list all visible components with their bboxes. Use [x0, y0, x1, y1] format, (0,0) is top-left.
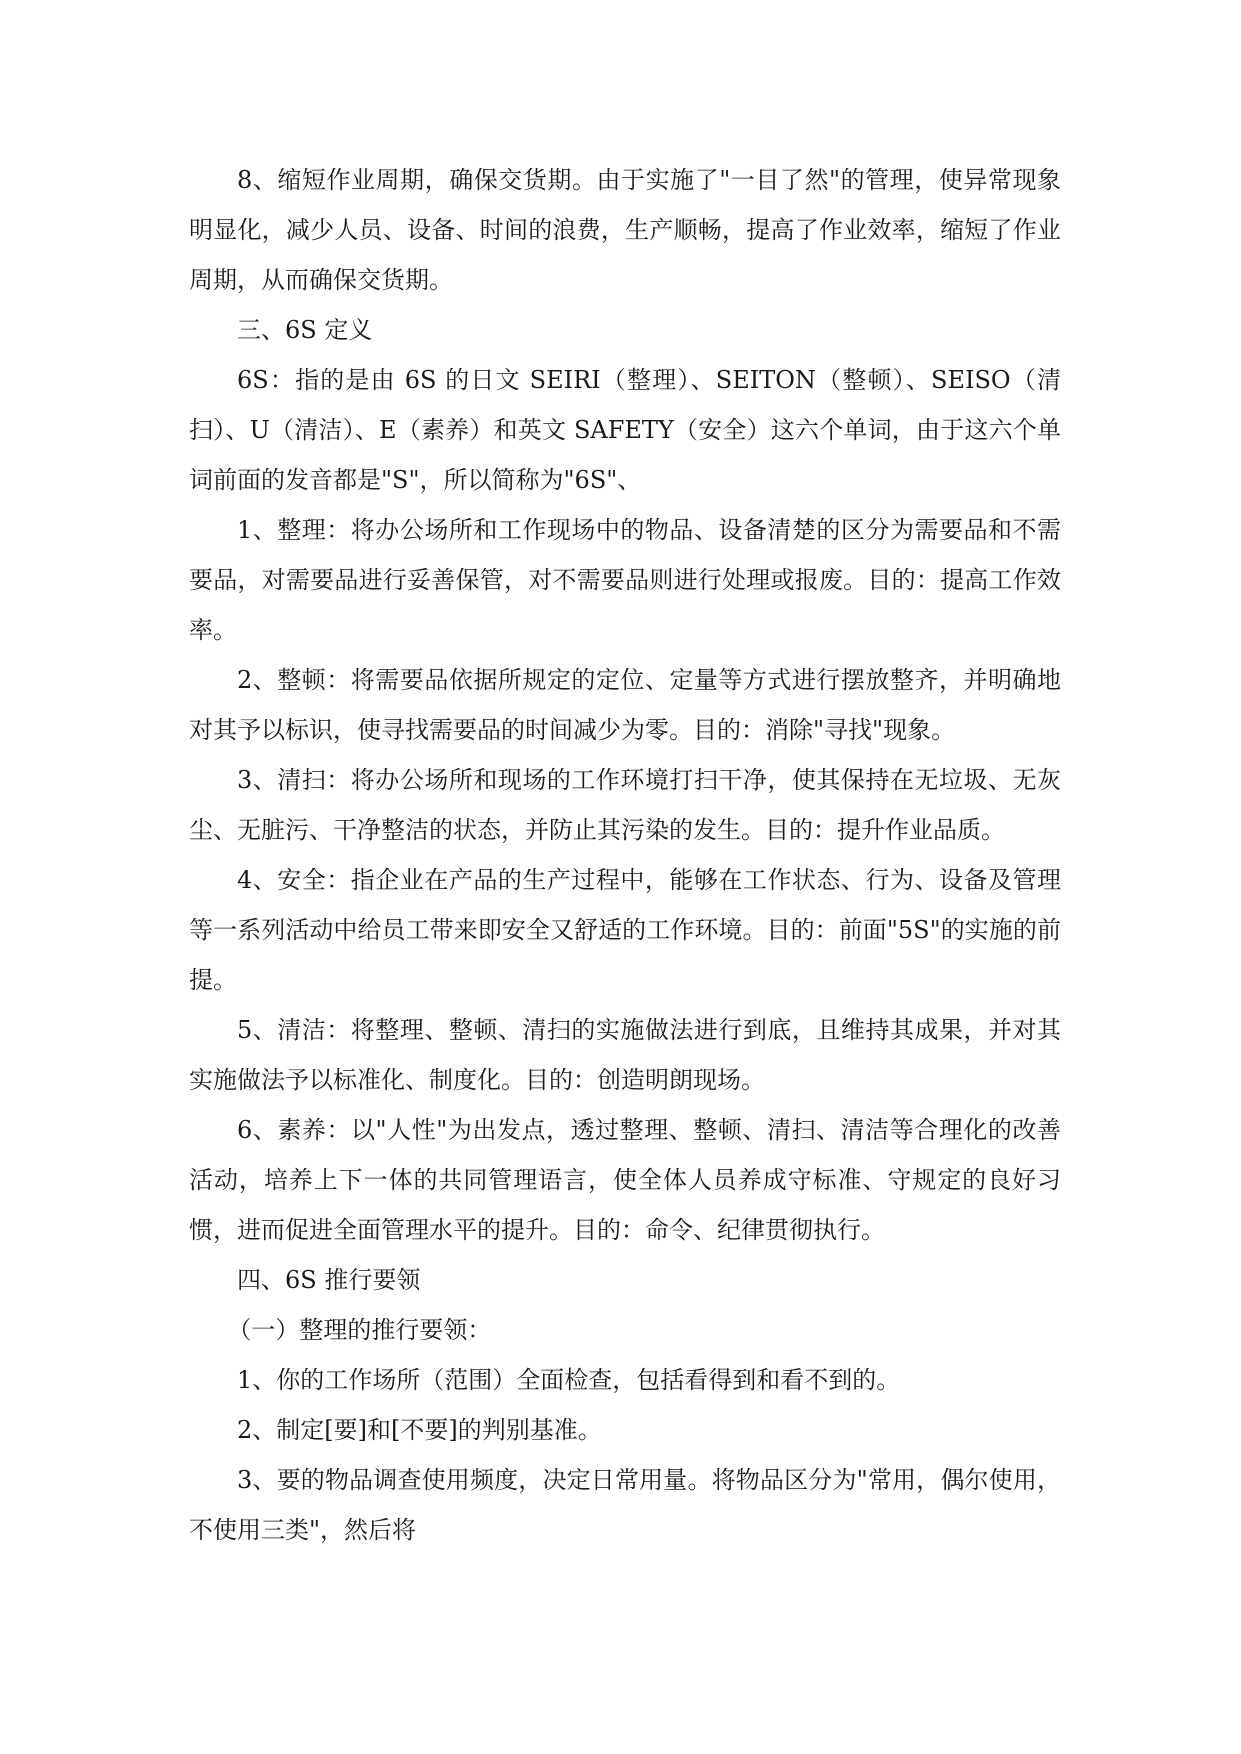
paragraph-seiso: 3、清扫：将办公场所和现场的工作环境打扫干净，使其保持在无垃圾、无灰尘、无脏污、干净整洁的状态，并防止其污染的发生。目的：提升作业品质。 [189, 766, 1061, 844]
section-heading-6s-key-points: 四、6S 推行要领 [237, 1266, 421, 1294]
list-item-inspect-workplace: 1、你的工作场所（范围）全面检查，包括看得到和看不到的。 [237, 1366, 901, 1394]
list-item-define-criteria: 2、制定[要]和[不要]的判别基准。 [237, 1416, 602, 1444]
document-body [189, 155, 1061, 1555]
paragraph-seiri: 1、整理：将办公场所和工作现场中的物品、设备清楚的区分为需要品和不需要品，对需要品进行妥善保管，对不需要品则进行处理或报废。目的：提高工作效率。 [189, 516, 1061, 644]
paragraph-shorten-cycle: 8、缩短作业周期，确保交货期。由于实施了"一目了然"的管理，使异常现象明显化，减少人员、设备、时间的浪费，生产顺畅，提高了作业效率，缩短了作业周期，从而确保交货期。 [189, 166, 1061, 294]
list-item-usage-frequency: 3、要的物品调查使用频度，决定日常用量。将物品区分为"常用，偶尔使用，不使用三类"，然后将 [189, 1466, 1061, 1544]
paragraph-safety: 4、安全：指企业在产品的生产过程中，能够在工作状态、行为、设备及管理等一系列活动中给员工带来即安全又舒适的工作环境。目的：前面"5S"的实施的前提。 [189, 866, 1061, 994]
section-heading-6s-definition: 三、6S 定义 [237, 316, 373, 344]
paragraph-6s-meaning: 6S：指的是由 6S 的日文 SEIRI（整理）、SEITON（整顿）、SEISO（清扫）、U（清洁）、E（素养）和英文 SAFETY（安全）这六个单词，由于这六个单词前面的发音都是"S"，所以简称为"6S"、 [189, 366, 1061, 494]
paragraph-seiton: 2、整顿：将需要品依据所规定的定位、定量等方式进行摆放整齐，并明确地对其予以标识，使寻找需要品的时间减少为零。目的：消除"寻找"现象。 [189, 666, 1061, 744]
paragraph-shitsuke: 6、素养：以"人性"为出发点，透过整理、整顿、清扫、清洁等合理化的改善活动，培养上下一体的共同管理语言，使全体人员养成守标准、守规定的良好习惯，进而促进全面管理水平的提升。目的：命令、纪律贯彻执行。 [189, 1116, 1061, 1244]
paragraph-seiketsu: 5、清洁：将整理、整顿、清扫的实施做法进行到底，且维持其成果，并对其实施做法予以标准化、制度化。目的：创造明朗现场。 [189, 1016, 1061, 1094]
subheading-seiri-key-points: （一）整理的推行要领： [227, 1316, 492, 1344]
